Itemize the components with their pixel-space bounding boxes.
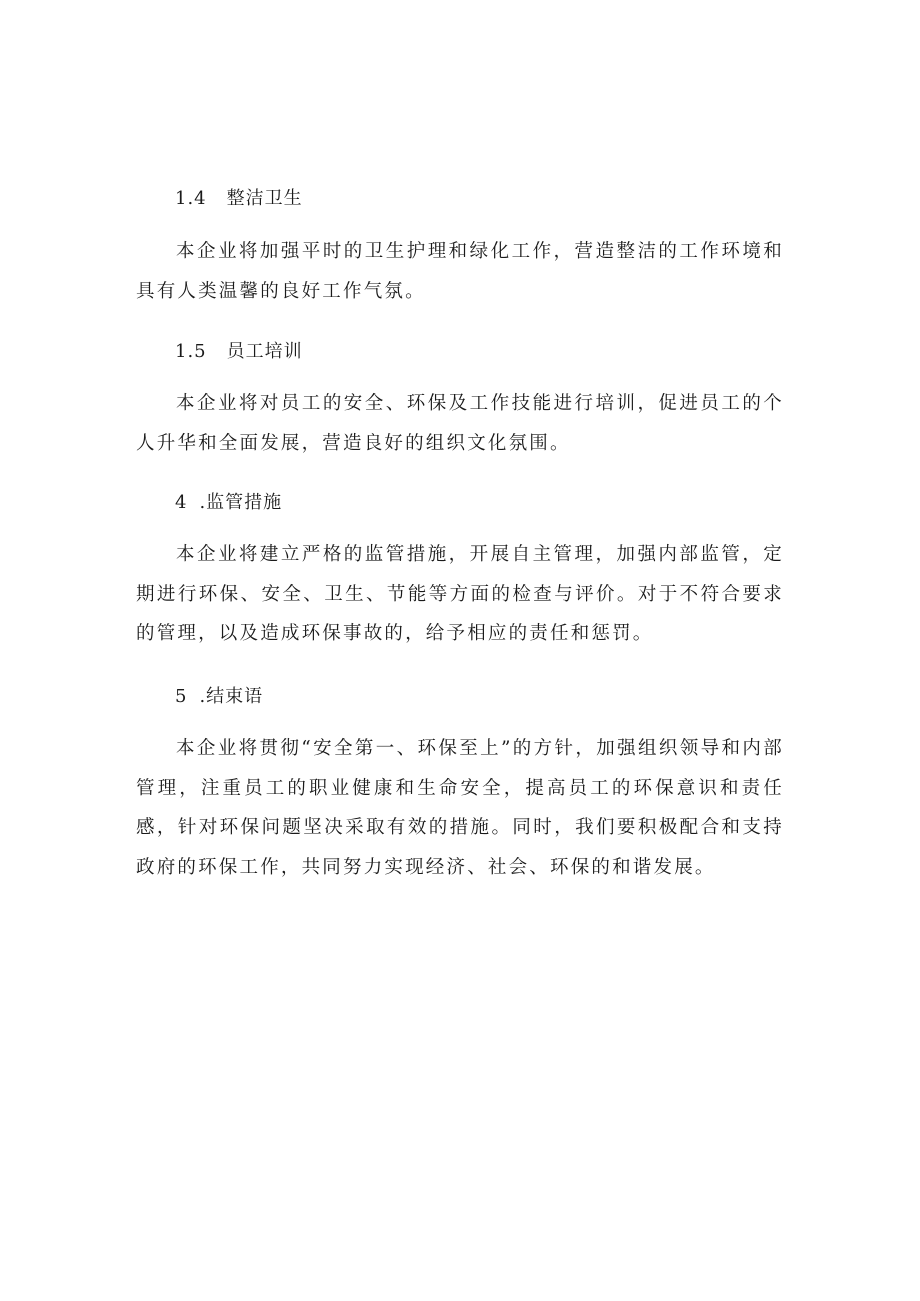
section-number: 5: [175, 686, 188, 707]
section-number: 1.4: [175, 188, 207, 209]
section-heading-1-5: [175, 339, 303, 365]
section-heading-4: [175, 490, 282, 516]
section-number: 4: [175, 492, 188, 513]
section-paragraph: 本企业将贯彻“安全第一、环保至上”的方针，加强组织领导和内部管理，注重员工的职业健康和生命安全，提高员工的环保意识和责任感，针对环保问题坚决采取有效的措施。同时，我们要积极配合和支持政府的环保工作，共同努力实现经济、社会、环保的和谐发展。: [136, 738, 784, 878]
section-paragraph: 本企业将加强平时的卫生护理和绿化工作，营造整洁的工作环境和具有人类温馨的良好工作气氛。: [136, 241, 784, 302]
section-title: .结束语: [199, 686, 264, 707]
section-title: 员工培训: [226, 341, 303, 362]
section-number: 1.5: [175, 341, 207, 362]
section-heading-1-4: [175, 186, 303, 212]
section-title: .监管措施: [199, 492, 283, 513]
section-paragraph: 本企业将对员工的安全、环保及工作技能进行培训，促进员工的个人升华和全面发展，营造良好的组织文化氛围。: [136, 393, 784, 454]
section-heading-5: [175, 684, 263, 710]
section-paragraph: 本企业将建立严格的监管措施，开展自主管理，加强内部监管，定期进行环保、安全、卫生、节能等方面的检查与评价。对于不符合要求的管理，以及造成环保事故的，给予相应的责任和惩罚。: [136, 544, 784, 644]
section-title: 整洁卫生: [226, 188, 303, 209]
